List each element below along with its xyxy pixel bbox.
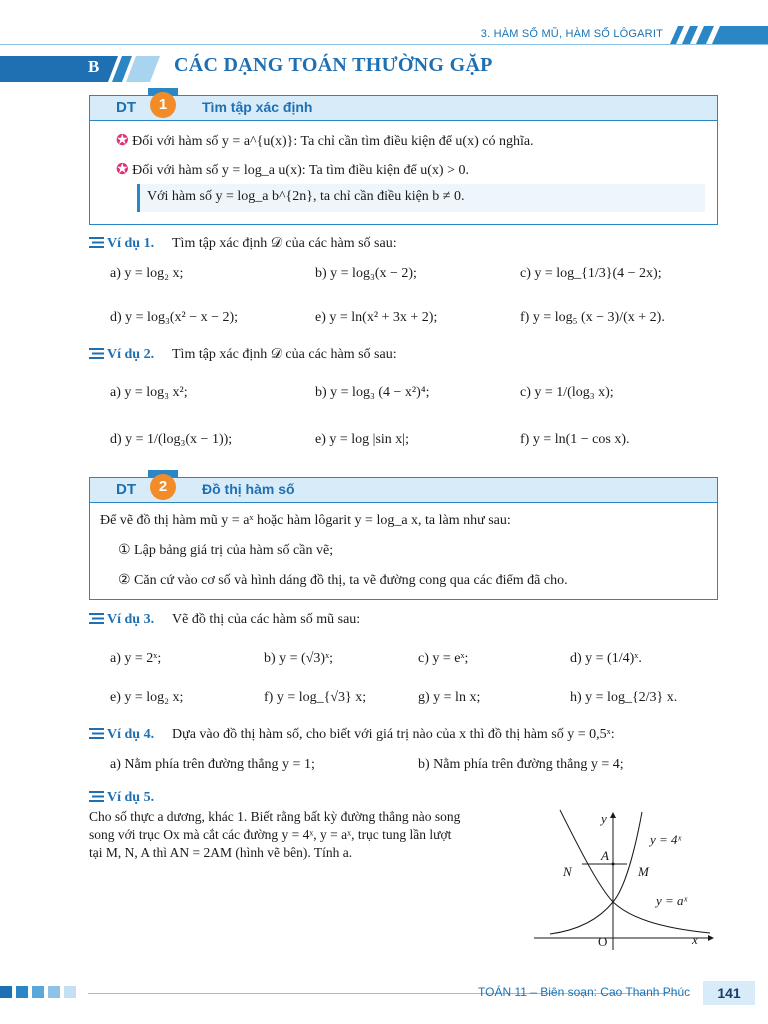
example-4-text: Dựa vào đồ thị hàm số, cho biết với giá trị nào của x thì đồ thị hàm số y = 0,5ˣ: (172, 727, 615, 742)
dt1-header (90, 96, 717, 121)
footer-square (16, 986, 28, 998)
dt1-title: Tìm tập xác định (202, 99, 313, 115)
example-1-item-a: a) y = log₂ x; (110, 266, 184, 281)
footer-text: TOÁN 11 – Biên soạn: Cao Thanh Phúc (478, 985, 691, 999)
exponential-graph-figure (530, 800, 730, 955)
example-5-heading: Ví dụ 5. (89, 790, 154, 806)
section-banner (0, 56, 160, 82)
label-origin: O (598, 934, 608, 949)
example-1-item-e: e) y = ln(x² + 3x + 2); (315, 310, 438, 325)
example-3-item-g: g) y = ln x; (418, 690, 481, 705)
dt2-number-badge: 2 (150, 474, 176, 500)
footer-square (0, 986, 12, 998)
example-1-heading: Ví dụ 1. (89, 236, 154, 252)
example-2-item-e: e) y = log |sin x|; (315, 432, 409, 447)
curve-label-ax: y = aˣ (656, 893, 688, 908)
point-a (612, 863, 615, 866)
label-n: N (563, 864, 572, 879)
example-5-line-2: song với trục Ox mà cắt các đường y = 4ˣ, y = aˣ, trục tung lần lượt (89, 827, 452, 842)
bullet-star-icon: ✪ (116, 133, 129, 149)
dt2-intro: Để vẽ đồ thị hàm mũ y = aˣ hoặc hàm lôgarit y = log_a x, ta làm như sau: (100, 513, 511, 528)
dt1-number-badge: 1 (150, 92, 176, 118)
dt1-bullet-1: ✪ Đối với hàm số y = a^{u(x)}: Ta chỉ cần tìm điều kiện để u(x) có nghĩa. (116, 133, 534, 149)
example-1-item-d: d) y = log₃(x² − x − 2); (110, 310, 239, 325)
example-3-item-b: b) y = (√3)ˣ; (264, 651, 334, 666)
dt2-header (90, 478, 717, 503)
example-2-item-d: d) y = 1/(log₃(x − 1)); (110, 432, 233, 447)
curve-label-4x: y = 4ˣ (650, 832, 682, 847)
dt1-bullet-2: ✪ Đối với hàm số y = log_a u(x): Ta tìm điều kiện để u(x) > 0. (116, 162, 469, 178)
example-3-heading: Ví dụ 3. (89, 612, 154, 628)
section-letter: B (88, 57, 100, 76)
dt1-note: Với hàm số y = log_a b^{2n}, ta chỉ cần điều kiện b ≠ 0. (147, 189, 465, 204)
example-1-text: Tìm tập xác định 𝒟 của các hàm số sau: (172, 236, 397, 251)
list-icon (89, 728, 104, 739)
example-4-item-b: b) Nằm phía trên đường thẳng y = 4; (418, 757, 624, 772)
x-axis-arrow (708, 935, 714, 941)
list-icon (89, 791, 104, 802)
label-m: M (638, 864, 649, 879)
example-1-item-c: c) y = log_{1/3}(4 − 2x); (520, 266, 662, 281)
header-rule (0, 44, 768, 45)
example-3-item-f: f) y = log_{√3} x; (264, 690, 367, 705)
curve-a-x (560, 810, 710, 933)
example-3-item-a: a) y = 2ˣ; (110, 651, 162, 666)
example-1-item-b: b) y = log₃(x − 2); (315, 266, 417, 281)
header-stripes-decoration (670, 26, 768, 44)
label-x: x (692, 932, 698, 947)
example-5-line-1: Cho số thực a dương, khác 1. Biết rằng bất kỳ đường thẳng nào song (89, 809, 461, 824)
bullet-star-icon: ✪ (116, 162, 129, 178)
label-a: A (601, 848, 609, 863)
chapter-header: 3. HÀM SỐ MŨ, HÀM SỐ LÔGARIT (480, 28, 663, 40)
example-3-item-c: c) y = eˣ; (418, 651, 469, 666)
example-1-item-f: f) y = log₅ (x − 3)/(x + 2). (520, 310, 665, 325)
footer-square (32, 986, 44, 998)
example-3-item-h: h) y = log_{2/3} x. (570, 690, 678, 705)
page-number: 141 (703, 981, 755, 1005)
dt2-step-2: ② Căn cứ vào cơ số và hình dáng đồ thị, ta vẽ đường cong qua các điểm đã cho. (118, 573, 568, 588)
dt2-step-1: ① Lập bảng giá trị của hàm số cần vẽ; (118, 543, 334, 558)
example-3-item-e: e) y = log₂ x; (110, 690, 184, 705)
list-icon (89, 348, 104, 359)
example-3-item-d: d) y = (1/4)ˣ. (570, 651, 642, 666)
list-icon (89, 613, 104, 624)
y-axis-arrow (610, 812, 616, 818)
list-icon (89, 237, 104, 248)
section-title: CÁC DẠNG TOÁN THƯỜNG GẶP (174, 54, 493, 76)
example-2-item-b: b) y = log₃ (4 − x²)⁴; (315, 385, 430, 400)
dt1-label: DT (116, 99, 136, 116)
example-3-text: Vẽ đồ thị của các hàm số mũ sau: (172, 612, 361, 627)
footer-square (48, 986, 60, 998)
example-2-text: Tìm tập xác định 𝒟 của các hàm số sau: (172, 347, 397, 362)
footer-square (64, 986, 76, 998)
dt2-title: Đồ thị hàm số (202, 481, 295, 497)
example-4-heading: Ví dụ 4. (89, 727, 154, 743)
example-2-item-f: f) y = ln(1 − cos x). (520, 432, 630, 447)
example-2-heading: Ví dụ 2. (89, 347, 154, 363)
example-4-item-a: a) Nằm phía trên đường thẳng y = 1; (110, 757, 315, 772)
example-2-item-a: a) y = log₃ x²; (110, 385, 188, 400)
dt2-label: DT (116, 481, 136, 498)
example-5-line-3: tại M, N, A thì AN = 2AM (hình vẽ bên). Tính a. (89, 845, 353, 860)
label-y: y (601, 811, 607, 826)
example-2-item-c: c) y = 1/(log₃ x); (520, 385, 614, 400)
